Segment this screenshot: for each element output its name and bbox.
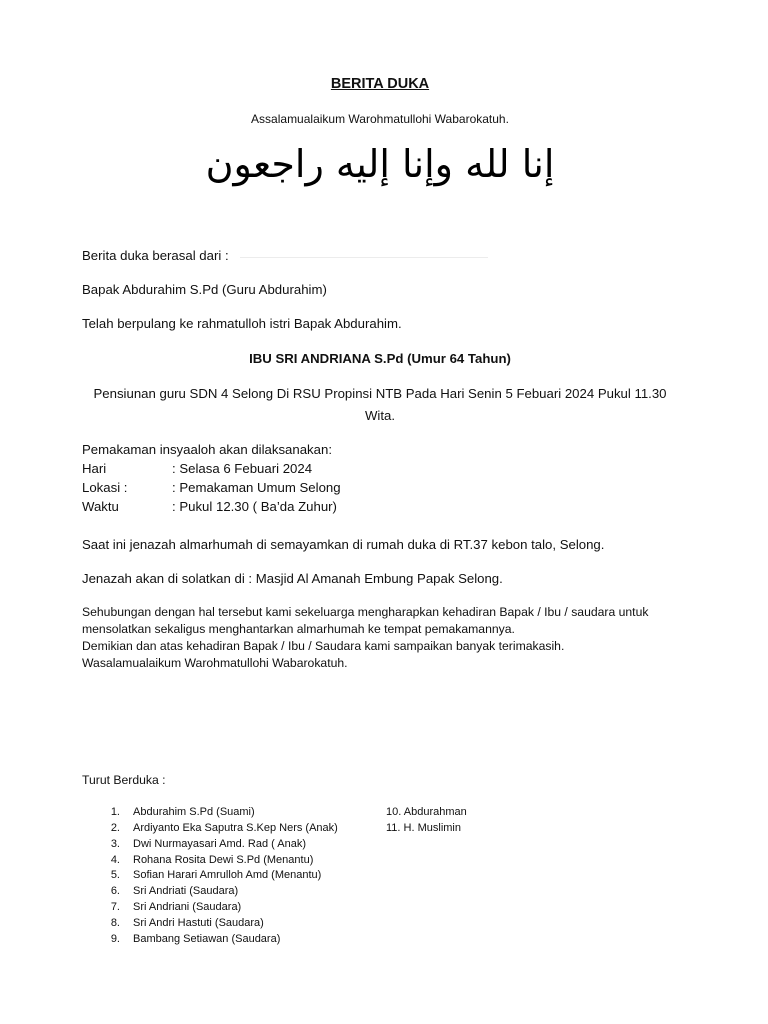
- description-line-1: Pensiunan guru SDN 4 Selong Di RSU Propinsi NTB Pada Hari Senin 5 Febuari 2024 Pukul 11.30: [93, 386, 667, 401]
- from-person: Bapak Abdurahim S.Pd (Guru Abdurahim): [82, 282, 327, 297]
- arabic-calligraphy: إنا لله وإنا إليه راجعون: [205, 142, 555, 186]
- list-item-number: 3.: [110, 838, 120, 850]
- mourners-label: Turut Berduka :: [82, 773, 166, 787]
- list-item-number: 5.: [110, 869, 120, 881]
- list-item-number: 8.: [110, 917, 120, 929]
- list-item: Abdurahim S.Pd (Suami): [133, 806, 255, 818]
- list-item-number: 7.: [110, 901, 120, 913]
- list-item-number: 2.: [110, 822, 120, 834]
- list-item: Ardiyanto Eka Saputra S.Kep Ners (Anak): [133, 822, 338, 834]
- list-item-number: 1.: [110, 806, 120, 818]
- from-label: Berita duka berasal dari :: [82, 248, 229, 263]
- passed-away-text: Telah berpulang ke rahmatulloh istri Bapak Abdurahim.: [82, 316, 402, 331]
- burial-location-label: Lokasi :: [82, 480, 128, 495]
- list-item-name: H. Muslimin: [403, 822, 461, 834]
- list-item: Dwi Nurmayasari Amd. Rad ( Anak): [133, 838, 306, 850]
- list-item-number: 9.: [110, 933, 120, 945]
- burial-day-value: : Selasa 6 Febuari 2024: [172, 461, 313, 476]
- closing-line: mensolatkan sekaligus menghantarkan almarhumah ke tempat pemakamannya.: [82, 622, 515, 636]
- burial-time-label: Waktu: [82, 499, 119, 514]
- closing-line: Sehubungan dengan hal tersebut kami sekeluarga mengharapkan kehadiran Bapak / Ibu / saudara untuk: [82, 605, 649, 619]
- prayer-text: Jenazah akan di solatkan di : Masjid Al Amanah Embung Papak Selong.: [82, 571, 503, 586]
- document-title: BERITA DUKA: [330, 76, 430, 92]
- burial-intro: Pemakaman insyaaloh akan dilaksanakan:: [82, 442, 332, 457]
- burial-time-value: : Pukul 12.30 ( Ba’da Zuhur): [172, 499, 337, 514]
- closing-line: Demikian dan atas kehadiran Bapak / Ibu / Saudara kami sampaikan banyak terimakasih.: [82, 639, 565, 653]
- lying-in-state-text: Saat ini jenazah almarhumah di semayamkan di rumah duka di RT.37 kebon talo, Selong.: [82, 537, 605, 552]
- list-item-name: Abdurahman: [403, 806, 467, 818]
- list-item-number: 10.: [386, 806, 402, 818]
- description-line-2: Wita.: [364, 408, 396, 423]
- burial-day-label: Hari: [82, 461, 107, 476]
- list-item: Sri Andri Hastuti (Saudara): [133, 917, 264, 929]
- burial-location-value: : Pemakaman Umum Selong: [172, 480, 341, 495]
- list-item: Sofian Harari Amrulloh Amd (Menantu): [133, 869, 322, 881]
- list-item: Sri Andriani (Saudara): [133, 901, 242, 913]
- deceased-name: IBU SRI ANDRIANA S.Pd (Umur 64 Tahun): [249, 351, 511, 366]
- list-item: Sri Andriati (Saudara): [133, 885, 239, 897]
- from-blank-line: [240, 257, 488, 258]
- list-item: Rohana Rosita Dewi S.Pd (Menantu): [133, 854, 314, 866]
- list-item-number: 4.: [110, 854, 120, 866]
- closing-line: Wasalamualaikum Warohmatullohi Wabarokatuh.: [82, 656, 348, 670]
- list-item: [386, 822, 461, 834]
- list-item: Bambang Setiawan (Saudara): [133, 933, 281, 945]
- salam-opening: Assalamualaikum Warohmatullohi Wabarokatuh.: [251, 112, 509, 126]
- list-item-number: 11.: [386, 822, 401, 834]
- list-item: [386, 806, 467, 818]
- list-item-number: 6.: [110, 885, 120, 897]
